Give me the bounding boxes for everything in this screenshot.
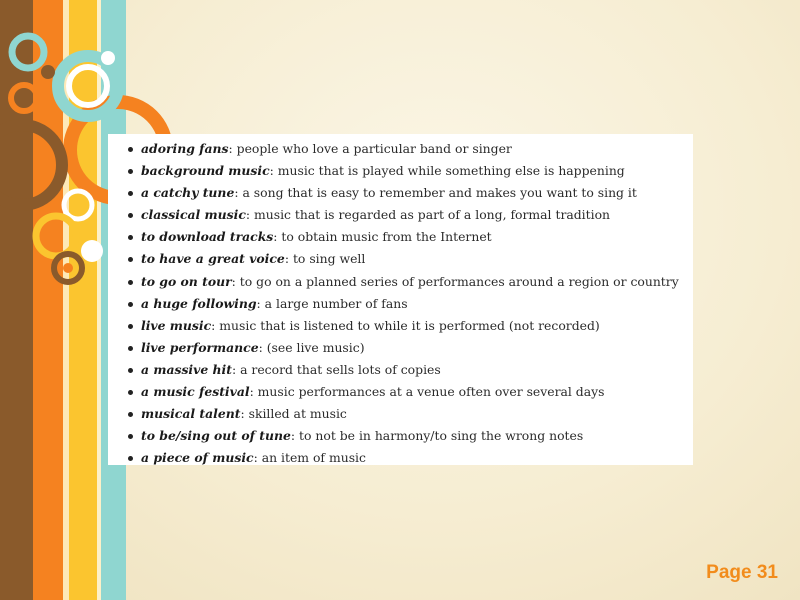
- list-item: [108, 315, 693, 337]
- vocab-term: classical music: [141, 207, 246, 223]
- vocab-term: a piece of music: [141, 450, 254, 466]
- vocab-definition: : music that is played while something else is happening: [269, 163, 625, 179]
- vocab-term: background music: [141, 163, 270, 179]
- vocab-term: a catchy tune: [141, 185, 235, 201]
- list-item: [108, 381, 693, 403]
- bullet-icon: [128, 368, 133, 373]
- vocabulary-list: [108, 134, 693, 469]
- list-item: [108, 160, 693, 182]
- list-item: [108, 403, 693, 425]
- bullet-icon: [128, 147, 133, 152]
- list-item: [108, 337, 693, 359]
- vocab-definition: : to obtain music from the Internet: [273, 229, 492, 245]
- list-item: [108, 425, 693, 447]
- bullet-icon: [128, 257, 133, 262]
- vocab-definition: : people who love a particular band or singer: [228, 141, 512, 156]
- vocab-definition: : to sing well: [284, 251, 366, 267]
- vocab-term: live music: [141, 317, 212, 333]
- vocab-definition: : a record that sells lots of copies: [231, 361, 441, 377]
- vocab-definition: : music that is regarded as part of a long, formal tradition: [245, 207, 611, 223]
- orange-dot-lower: [63, 263, 73, 273]
- vocab-definition: : music performances at a venue often over several days: [249, 384, 605, 400]
- list-item: [108, 138, 693, 160]
- vocab-term: musical talent: [141, 406, 241, 422]
- bullet-icon: [128, 235, 133, 240]
- bullet-icon: [128, 324, 133, 329]
- vocab-term: to download tracks: [141, 229, 274, 245]
- bullet-icon: [128, 169, 133, 174]
- vocab-term: a massive hit: [141, 361, 232, 377]
- vocab-term: live performance: [141, 339, 259, 355]
- vocab-definition: : music that is listened to while it is performed (not recorded): [211, 317, 600, 333]
- vocab-definition: : an item of music: [253, 450, 366, 466]
- white-dot-mid: [81, 240, 103, 262]
- list-item: [108, 182, 693, 204]
- vocab-definition: : a large number of fans: [256, 295, 408, 311]
- list-item: [108, 204, 693, 226]
- vocab-definition: : a song that is easy to remember and makes you want to sing it: [234, 185, 637, 201]
- vocab-term: a music festival: [141, 384, 250, 400]
- bullet-icon: [128, 302, 133, 307]
- list-item: [108, 271, 693, 293]
- bullet-icon: [128, 434, 133, 439]
- bullet-icon: [128, 213, 133, 218]
- list-item: [108, 447, 693, 469]
- vocab-term: to go on tour: [141, 273, 232, 289]
- bullet-icon: [128, 412, 133, 417]
- vocab-definition: : to not be in harmony/to sing the wrong notes: [290, 428, 584, 444]
- list-item: [108, 293, 693, 315]
- cream-stripe: [97, 0, 101, 600]
- list-item: [108, 226, 693, 248]
- page-number: Page 31: [706, 562, 778, 583]
- vocab-term: to have a great voice: [141, 251, 285, 267]
- bullet-icon: [128, 280, 133, 285]
- vocab-definition: : to go on a planned series of performances around a region or country: [231, 273, 679, 289]
- bullet-icon: [128, 390, 133, 395]
- vocab-definition: : (see live music): [258, 339, 365, 355]
- vocab-definition: : skilled at music: [240, 406, 347, 422]
- bullet-icon: [128, 346, 133, 351]
- small-white-dot: [101, 51, 115, 65]
- vocabulary-panel: [108, 134, 693, 465]
- bullet-icon: [128, 456, 133, 461]
- vocab-term: to be/sing out of tune: [141, 428, 291, 444]
- list-item: [108, 248, 693, 270]
- bullet-icon: [128, 191, 133, 196]
- vocab-term: a huge following: [141, 295, 257, 311]
- yellow-stripe: [69, 0, 97, 600]
- vocab-term: adoring fans: [141, 141, 229, 156]
- brown-dot-top: [41, 65, 55, 79]
- list-item: [108, 359, 693, 381]
